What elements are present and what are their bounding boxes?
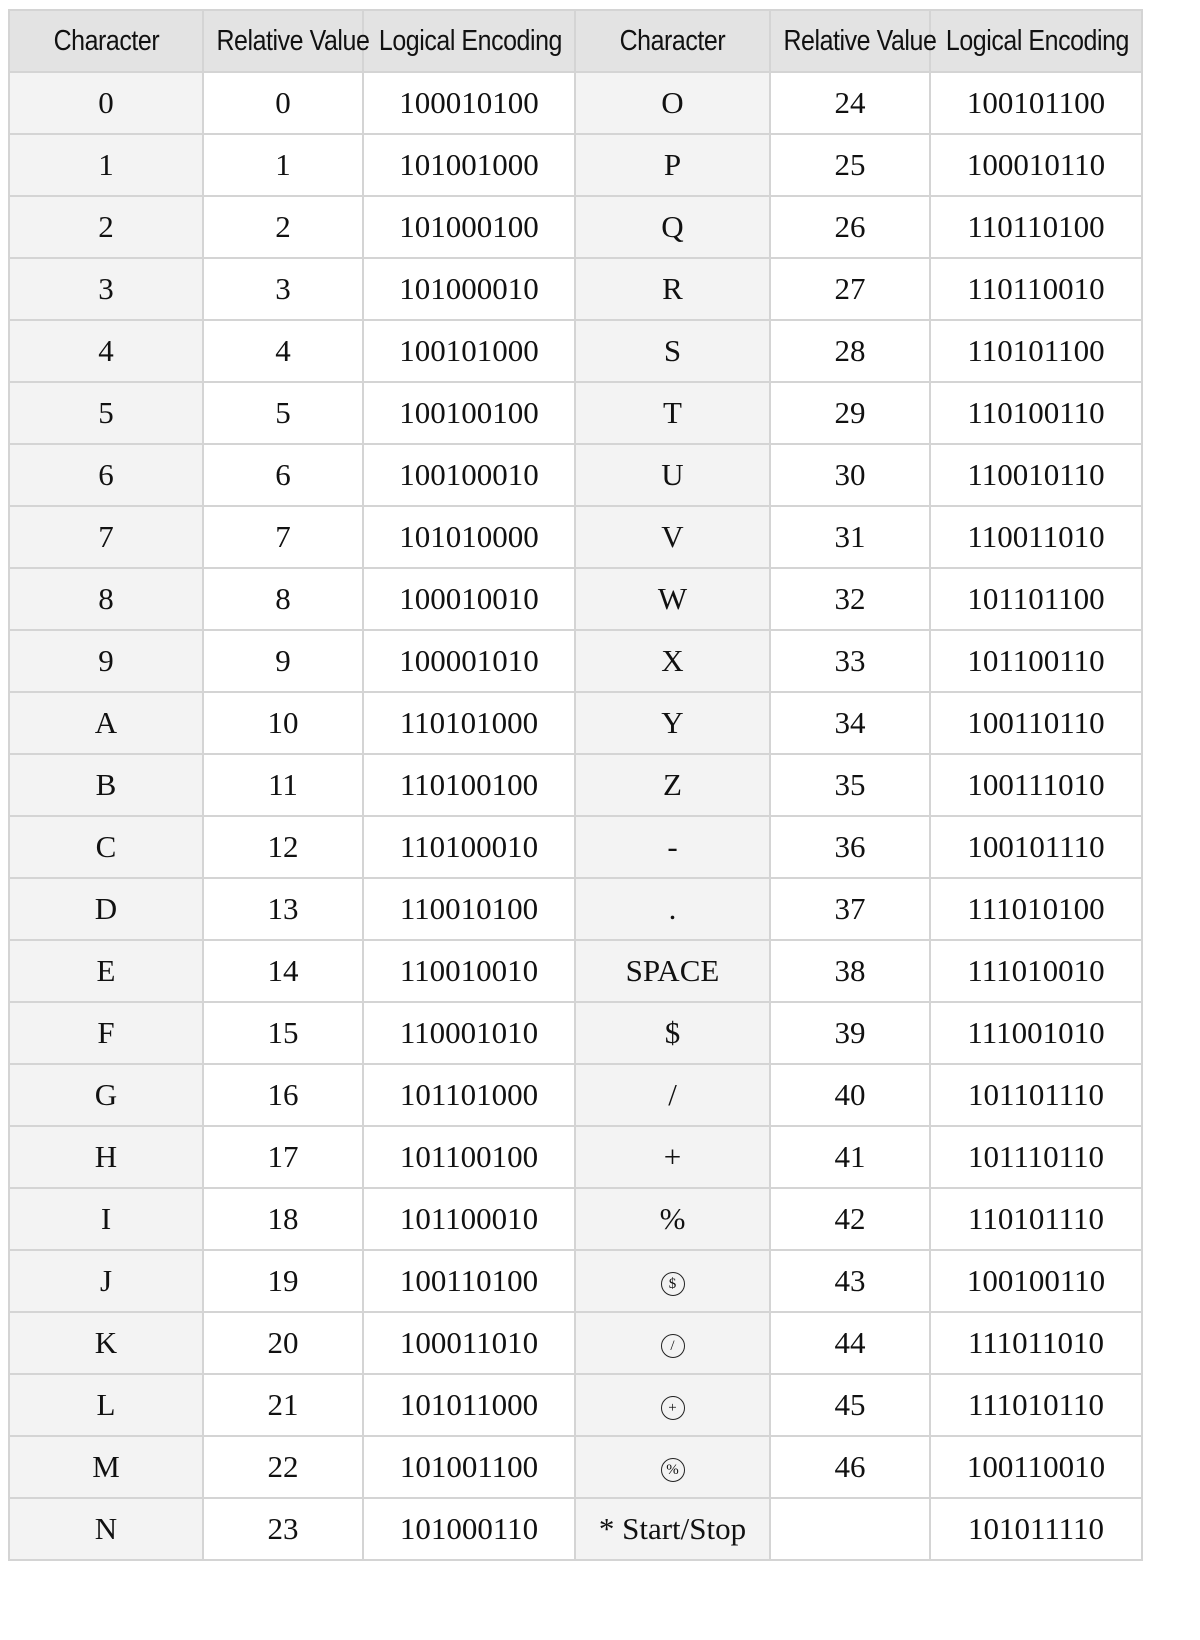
character-cell: W [575,568,770,630]
relative-value-cell [770,1498,930,1560]
relative-value-cell: 16 [203,1064,363,1126]
character-cell: L [9,1374,203,1436]
relative-value-cell: 4 [203,320,363,382]
character-cell: Q [575,196,770,258]
relative-value-cell: 22 [203,1436,363,1498]
character-cell [575,1250,770,1312]
table-row [9,754,1142,816]
relative-value-cell: 43 [770,1250,930,1312]
logical-encoding-cell: 100010110 [930,134,1142,196]
logical-encoding-cell: 100110110 [930,692,1142,754]
relative-value-cell: 27 [770,258,930,320]
relative-value-cell: 24 [770,72,930,134]
header-relative-value-right: Relative Value [770,10,930,72]
relative-value-cell: 45 [770,1374,930,1436]
table-row [9,382,1142,444]
table-row [9,134,1142,196]
character-cell: 4 [9,320,203,382]
relative-value-cell: 44 [770,1312,930,1374]
character-cell: * Start/Stop [575,1498,770,1560]
logical-encoding-cell: 100111010 [930,754,1142,816]
relative-value-cell: 46 [770,1436,930,1498]
relative-value-cell: 36 [770,816,930,878]
character-cell: S [575,320,770,382]
character-cell: N [9,1498,203,1560]
character-cell: R [575,258,770,320]
logical-encoding-cell: 101101000 [363,1064,575,1126]
relative-value-cell: 30 [770,444,930,506]
relative-value-cell: 1 [203,134,363,196]
character-cell: . [575,878,770,940]
character-cell: H [9,1126,203,1188]
logical-encoding-cell: 101001000 [363,134,575,196]
logical-encoding-cell: 110101000 [363,692,575,754]
circled-symbol-icon: $ [661,1272,685,1296]
logical-encoding-cell: 101100100 [363,1126,575,1188]
logical-encoding-cell: 100110100 [363,1250,575,1312]
logical-encoding-cell: 100001010 [363,630,575,692]
table-row [9,444,1142,506]
table-row [9,1250,1142,1312]
header-relative-value-left: Relative Value [203,10,363,72]
relative-value-cell: 2 [203,196,363,258]
table-row [9,1312,1142,1374]
logical-encoding-cell: 111010110 [930,1374,1142,1436]
character-cell: - [575,816,770,878]
table-body [9,72,1142,1560]
character-cell: % [575,1188,770,1250]
character-cell: Z [575,754,770,816]
relative-value-cell: 17 [203,1126,363,1188]
relative-value-cell: 20 [203,1312,363,1374]
character-cell: 8 [9,568,203,630]
character-cell: K [9,1312,203,1374]
header-logical-encoding-left: Logical Encoding [363,10,575,72]
relative-value-cell: 8 [203,568,363,630]
logical-encoding-cell: 100101110 [930,816,1142,878]
relative-value-cell: 42 [770,1188,930,1250]
character-cell: 5 [9,382,203,444]
logical-encoding-cell: 110101110 [930,1188,1142,1250]
table-row [9,878,1142,940]
relative-value-cell: 0 [203,72,363,134]
logical-encoding-cell: 110010100 [363,878,575,940]
table-row [9,1436,1142,1498]
logical-encoding-cell: 101001100 [363,1436,575,1498]
character-cell: 6 [9,444,203,506]
relative-value-cell: 10 [203,692,363,754]
character-cell: G [9,1064,203,1126]
table-row [9,258,1142,320]
table-row [9,940,1142,1002]
relative-value-cell: 14 [203,940,363,1002]
table-row [9,692,1142,754]
character-cell: SPACE [575,940,770,1002]
character-cell: C [9,816,203,878]
logical-encoding-cell: 100010100 [363,72,575,134]
table-row [9,196,1142,258]
relative-value-cell: 12 [203,816,363,878]
character-cell: A [9,692,203,754]
character-cell: 3 [9,258,203,320]
character-cell: M [9,1436,203,1498]
table-row [9,320,1142,382]
table-row [9,1064,1142,1126]
table-row [9,1002,1142,1064]
relative-value-cell: 29 [770,382,930,444]
relative-value-cell: 37 [770,878,930,940]
character-cell [575,1312,770,1374]
logical-encoding-cell: 111010010 [930,940,1142,1002]
table-row [9,816,1142,878]
header-character-right: Character [575,10,770,72]
logical-encoding-cell: 100110010 [930,1436,1142,1498]
logical-encoding-cell: 110110010 [930,258,1142,320]
character-cell [575,1436,770,1498]
relative-value-cell: 34 [770,692,930,754]
character-cell: + [575,1126,770,1188]
relative-value-cell: 41 [770,1126,930,1188]
table-row [9,568,1142,630]
relative-value-cell: 13 [203,878,363,940]
relative-value-cell: 9 [203,630,363,692]
logical-encoding-cell: 100100100 [363,382,575,444]
circled-symbol-icon: / [661,1334,685,1358]
relative-value-cell: 32 [770,568,930,630]
logical-encoding-cell: 110100010 [363,816,575,878]
relative-value-cell: 15 [203,1002,363,1064]
logical-encoding-cell: 101000100 [363,196,575,258]
character-cell: E [9,940,203,1002]
circled-symbol-icon: % [661,1458,685,1482]
relative-value-cell: 19 [203,1250,363,1312]
character-cell: 0 [9,72,203,134]
character-cell: / [575,1064,770,1126]
relative-value-cell: 35 [770,754,930,816]
character-cell: I [9,1188,203,1250]
table-row [9,1188,1142,1250]
character-cell: V [575,506,770,568]
relative-value-cell: 3 [203,258,363,320]
logical-encoding-cell: 110011010 [930,506,1142,568]
relative-value-cell: 23 [203,1498,363,1560]
code39-character-table [8,9,1143,1561]
table-row [9,72,1142,134]
logical-encoding-cell: 100101100 [930,72,1142,134]
logical-encoding-cell: 101010000 [363,506,575,568]
character-cell: 7 [9,506,203,568]
table-row [9,1374,1142,1436]
relative-value-cell: 33 [770,630,930,692]
logical-encoding-cell: 101100110 [930,630,1142,692]
relative-value-cell: 6 [203,444,363,506]
circled-symbol-icon: + [661,1396,685,1420]
relative-value-cell: 21 [203,1374,363,1436]
relative-value-cell: 7 [203,506,363,568]
relative-value-cell: 31 [770,506,930,568]
table-row [9,630,1142,692]
logical-encoding-cell: 101101100 [930,568,1142,630]
relative-value-cell: 39 [770,1002,930,1064]
logical-encoding-cell: 100011010 [363,1312,575,1374]
character-cell: F [9,1002,203,1064]
logical-encoding-cell: 100010010 [363,568,575,630]
logical-encoding-cell: 110110100 [930,196,1142,258]
relative-value-cell: 18 [203,1188,363,1250]
character-cell: 9 [9,630,203,692]
logical-encoding-cell: 101000110 [363,1498,575,1560]
logical-encoding-cell: 110010010 [363,940,575,1002]
relative-value-cell: 5 [203,382,363,444]
header-character-left: Character [9,10,203,72]
character-cell: O [575,72,770,134]
table-row [9,1498,1142,1560]
table-row [9,1126,1142,1188]
logical-encoding-cell: 111011010 [930,1312,1142,1374]
logical-encoding-cell: 110100100 [363,754,575,816]
relative-value-cell: 40 [770,1064,930,1126]
character-cell: U [575,444,770,506]
logical-encoding-cell: 110001010 [363,1002,575,1064]
character-cell: 1 [9,134,203,196]
logical-encoding-cell: 100100010 [363,444,575,506]
table-row [9,506,1142,568]
logical-encoding-cell: 101000010 [363,258,575,320]
character-cell [575,1374,770,1436]
logical-encoding-cell: 110010110 [930,444,1142,506]
character-cell: D [9,878,203,940]
relative-value-cell: 26 [770,196,930,258]
logical-encoding-cell: 101100010 [363,1188,575,1250]
character-cell: B [9,754,203,816]
relative-value-cell: 11 [203,754,363,816]
character-cell: J [9,1250,203,1312]
logical-encoding-cell: 110101100 [930,320,1142,382]
logical-encoding-cell: 101011110 [930,1498,1142,1560]
character-cell: $ [575,1002,770,1064]
logical-encoding-cell: 111001010 [930,1002,1142,1064]
logical-encoding-cell: 101110110 [930,1126,1142,1188]
header-logical-encoding-right: Logical Encoding [930,10,1142,72]
character-cell: X [575,630,770,692]
logical-encoding-cell: 100101000 [363,320,575,382]
logical-encoding-cell: 110100110 [930,382,1142,444]
logical-encoding-cell: 100100110 [930,1250,1142,1312]
character-cell: 2 [9,196,203,258]
table-header-row [9,10,1142,72]
character-cell: Y [575,692,770,754]
logical-encoding-cell: 101101110 [930,1064,1142,1126]
character-cell: P [575,134,770,196]
logical-encoding-cell: 111010100 [930,878,1142,940]
character-cell: T [575,382,770,444]
relative-value-cell: 28 [770,320,930,382]
relative-value-cell: 38 [770,940,930,1002]
relative-value-cell: 25 [770,134,930,196]
logical-encoding-cell: 101011000 [363,1374,575,1436]
